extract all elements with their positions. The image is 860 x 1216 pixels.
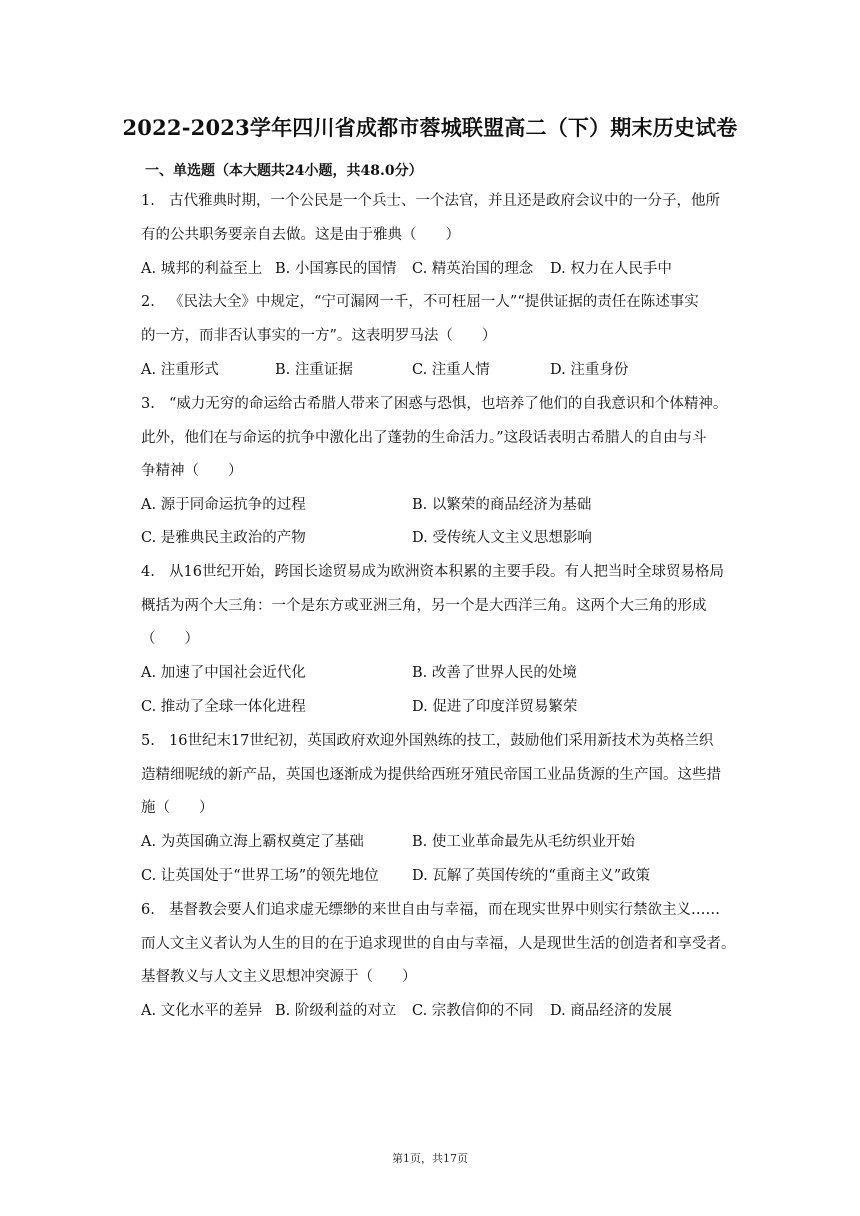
section-heading: 一、单选题（本大题共24小题，共48.0分）	[145, 163, 423, 179]
question-3-option-d: D. 受传统人文主义思想影响	[412, 530, 592, 546]
question-5-option-c: C. 让英国处于“世界工场”的领先地位	[141, 868, 379, 884]
question-4-option-b: B. 改善了世界人民的处境	[412, 665, 577, 681]
page-title: 2022-2023学年四川省成都市蓉城联盟高二（下）期末历史试卷	[122, 115, 738, 140]
question-2-option-c: C. 注重人情	[412, 362, 490, 378]
question-3-line-1: 3. “威力无穷的命运给古希腊人带来了困惑与恐惧，也培养了他们的自我意识和个体精神。	[141, 396, 728, 412]
question-6-option-a: A. 文化水平的差异	[141, 1003, 263, 1019]
question-5-line-3: 施（ ）	[141, 800, 214, 816]
question-5-line-1: 5. 16世纪末17世纪初，英国政府欢迎外国熟练的技工，鼓励他们采用新技术为英格兰织	[141, 733, 714, 749]
question-1-option-d: D. 权力在人民手中	[550, 261, 672, 277]
question-4-option-c: C. 推动了全球一体化进程	[141, 699, 306, 715]
question-2-option-a: A. 注重形式	[141, 362, 219, 378]
question-6-number: 6.	[141, 902, 155, 918]
question-1-option-a: A. 城邦的利益至上	[141, 261, 263, 277]
question-2-line-1: 2. 《民法大全》中规定，“宁可漏网一千，不可枉屈一人”“提供证据的责任在陈述事实	[141, 294, 699, 310]
question-5-option-a: A. 为英国确立海上霸权奠定了基础	[141, 834, 364, 850]
question-2-option-b: B. 注重证据	[275, 362, 353, 378]
question-6-line-1: 6. 基督教会要人们追求虚无缥缈的来世自由与幸福，而在现实世界中则实行禁欲主义……	[141, 902, 720, 918]
question-5-line-2: 造精细呢绒的新产品，英国也逐渐成为提供给西班牙殖民帝国工业品货源的生产国。这些措	[141, 767, 721, 783]
question-2-number: 2.	[141, 294, 155, 310]
question-6-option-d: D. 商品经济的发展	[550, 1003, 672, 1019]
question-1-line-2: 有的公共职务要亲自去做。这是由于雅典（ ）	[141, 227, 460, 243]
question-1-option-b: B. 小国寡民的国情	[275, 261, 397, 277]
question-6-option-b: B. 阶级利益的对立	[275, 1003, 397, 1019]
question-5-option-d: D. 瓦解了英国传统的“重商主义”政策	[412, 868, 651, 884]
question-3-option-b: B. 以繁荣的商品经济为基础	[412, 497, 592, 513]
question-4-line-2: 概括为两个大三角：一个是东方或亚洲三角，另一个是大西洋三角。这两个大三角的形成	[141, 598, 707, 614]
question-4-line-3: （ ）	[141, 631, 199, 647]
question-4-option-a: A. 加速了中国社会近代化	[141, 665, 306, 681]
question-4-line-1: 4. 从16世纪开始，跨国长途贸易成为欧洲资本积累的主要手段。有人把当时全球贸易格局	[141, 564, 724, 580]
question-3-line-3: 争精神（ ）	[141, 463, 243, 479]
question-2-option-d: D. 注重身份	[550, 362, 629, 378]
question-6-option-c: C. 宗教信仰的不同	[412, 1003, 534, 1019]
question-2-line-2: 的一方，而非否认事实的一方”。这表明罗马法（ ）	[141, 328, 497, 344]
page-footer: 第1页，共17页	[392, 1152, 468, 1165]
question-4-option-d: D. 促进了印度洋贸易繁荣	[412, 699, 578, 715]
question-1-number: 1.	[141, 193, 155, 209]
question-3-number: 3.	[141, 396, 155, 412]
question-6-line-2: 而人文主义者认为人生的目的在于追求现世的自由与幸福，人是现世生活的创造者和享受者。	[141, 936, 736, 952]
question-6-line-3: 基督教义与人文主义思想冲突源于（ ）	[141, 969, 417, 985]
question-4-number: 4.	[141, 564, 155, 580]
question-5-number: 5.	[141, 733, 155, 749]
question-3-option-c: C. 是雅典民主政治的产物	[141, 530, 306, 546]
question-5-option-b: B. 使工业革命最先从毛纺织业开始	[412, 834, 635, 850]
question-1-option-c: C. 精英治国的理念	[412, 261, 534, 277]
question-1-line-1: 1. 古代雅典时期，一个公民是一个兵士、一个法官，并且还是政府会议中的一分子，他所	[141, 193, 720, 209]
question-3-line-2: 此外，他们在与命运的抗争中激化出了蓬勃的生命活力。”这段话表明古希腊人的自由与斗	[141, 430, 707, 446]
question-3-option-a: A. 源于同命运抗争的过程	[141, 497, 306, 513]
